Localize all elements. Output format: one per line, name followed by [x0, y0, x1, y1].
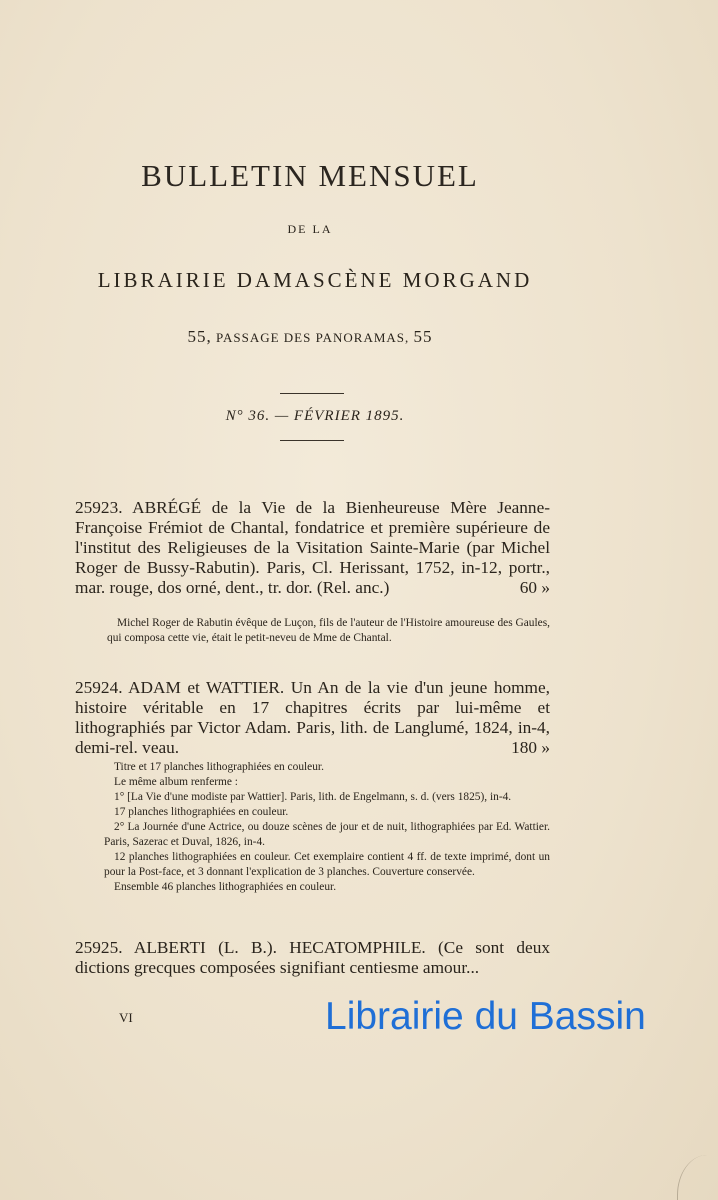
bottom-rule: [280, 440, 344, 441]
signature-mark: VI: [119, 1010, 133, 1025]
entry-25923-price: 60 »: [519, 578, 550, 597]
entry-25923-note: Michel Roger de Rabutin évêque de Luçon, fils de l'auteur de l'Histoire amoureuse des Gaules, qui composa cette vie, était le petit-neveu de Mme de Chantal.: [107, 617, 550, 644]
note-line: Ensemble 46 planches lithographiées en couleur.: [114, 881, 337, 893]
note-line: Le même album renferme :: [114, 776, 238, 788]
note-line: 12 planches lithographiées en couleur. Cet exemplaire contient 4 ff. de texte imprimé, dont un pour la Post-face, et 3 donnant l'explication de 3 planches. Couverture conservée.: [104, 851, 550, 878]
entry-25925: [75, 938, 550, 978]
entry-25925-text: 25925. ALBERTI (L. B.). HECATOMPHILE. (Ce sont deux dictions grecques composées signifiant centiesme amour...: [75, 938, 550, 977]
entry-25924-text: 25924. ADAM et WATTIER. Un An de la vie d'un jeune homme, histoire véritable en 17 chapitres écrits par lui-même et lithographiés par Victor Adam. Paris, lith. de Langlumé, 1824, in-4, demi-rel. veau.: [75, 678, 550, 757]
address-number-left: 55,: [187, 327, 212, 346]
note-line: 2° La Journée d'une Actrice, ou douze scènes de jour et de nuit, lithographiées par Ed. Wattier. Paris, Sazerac et Duval, 1826, in-4.: [104, 821, 550, 848]
watermark: Librairie du Bassin: [325, 995, 646, 1038]
address-number-right: 55: [413, 327, 433, 346]
note-line: 1° [La Vie d'une modiste par Wattier]. Paris, lith. de Engelmann, s. d. (vers 1825), in-4.: [114, 791, 512, 803]
entry-25923-text: 25923. ABRÉGÉ de la Vie de la Bienheureuse Mère Jeanne-Françoise Frémiot de Chantal, fondatrice et première supérieure de l'institut des Religieuses de la Visitation Sainte-Marie (par Michel Roger de Bussy-Rabutin). Paris, Cl. Herissant, 1752, in-12, portr., mar. rouge, dos orné, dent., tr. dor. (Rel. anc.): [75, 498, 550, 597]
librairie-name: LIBRAIRIE DAMASCÈNE MORGAND: [97, 268, 533, 292]
address-street: PASSAGE DES PANORAMAS,: [215, 330, 410, 345]
entry-25924-notes: [104, 760, 550, 895]
note-line: Titre et 17 planches lithographiées en couleur.: [114, 761, 324, 773]
page-corner-stain: [677, 1155, 718, 1200]
entry-25924-price: 180 »: [511, 738, 550, 757]
note-line: 17 planches lithographiées en couleur.: [114, 806, 289, 818]
entry-25924: [75, 678, 550, 758]
entry-25923: [75, 498, 550, 598]
de-la-line: DE LA: [287, 222, 333, 236]
address-line: [0, 327, 620, 347]
issue-line: N° 36. — FÉVRIER 1895.: [225, 408, 405, 424]
top-rule: [280, 393, 344, 394]
bulletin-title: BULLETIN MENSUEL: [141, 158, 479, 193]
